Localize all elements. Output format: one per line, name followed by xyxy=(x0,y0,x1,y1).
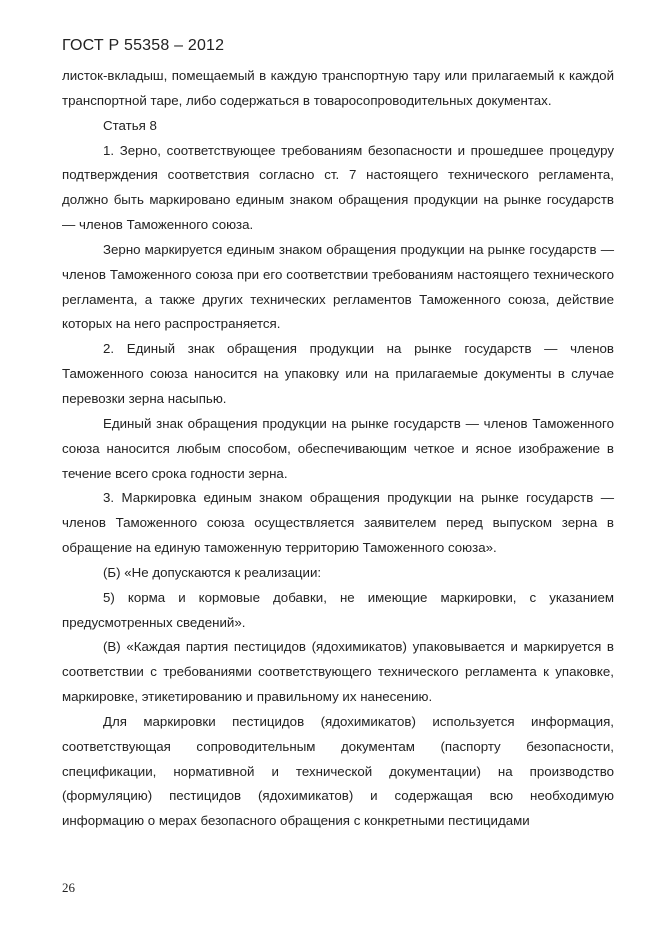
paragraph: (В) «Каждая партия пестицидов (ядохимикатов) упаковывается и маркируется в соответствии с требованиями соответствующего технического регламента к упаковке, маркировке, этикетированию и правильному их нанесению. xyxy=(62,639,614,705)
document-body xyxy=(62,64,614,834)
paragraph: Единый знак обращения продукции на рынке государств — членов Таможенного союза наносится любым способом, обеспечивающим четкое и ясное изображение в течение всего срока годности зерна. xyxy=(62,415,614,481)
paragraph: 5) корма и кормовые добавки, не имеющие маркировки, с указанием предусмотренных сведений». xyxy=(62,589,614,630)
paragraph: листок-вкладыш, помещаемый в каждую транспортную тару или прилагаемый к каждой транспортной таре, либо содержаться в товаросопроводительных документах. xyxy=(62,68,614,108)
paragraph: Зерно маркируется единым знаком обращения продукции на рынке государств — членов Таможенного союза при его соответствии требованиям настоящего технического регламента, а также других технических регламентов Таможенного союза, действие которых на него распространяется. xyxy=(62,241,614,332)
document-header: ГОСТ Р 55358 – 2012 xyxy=(62,37,225,54)
paragraph: 3. Маркировка единым знаком обращения продукции на рынке государств — членов Таможенного союза осуществляется заявителем перед выпуском зерна в обращение на единую таможенную территорию Таможенного союза». xyxy=(62,490,614,556)
paragraph: (Б) «Не допускаются к реализации: xyxy=(103,564,322,580)
paragraph: Для маркировки пестицидов (ядохимикатов) используется информация, соответствующая сопроводительным документам (паспорту безопасности, спецификации, нормативной и технической документации) на производство (формуляцию) пестицидов (ядохимикатов) и содержащая всю необходимую информацию о мерах безопасного обращения с конкретными пестицидами xyxy=(62,713,614,829)
page-number: 26 xyxy=(62,880,75,895)
paragraph: 1. Зерно, соответствующее требованиям безопасности и прошедшее процедуру подтверждения соответствия согласно ст. 7 настоящего технического регламента, должно быть маркировано единым знаком обращения продукции на рынке государств — членов Таможенного союза. xyxy=(62,142,614,233)
paragraph: 2. Единый знак обращения продукции на рынке государств — членов Таможенного союза наносится на упаковку или на прилагаемые документы в случае перевозки зерна насыпью. xyxy=(62,341,614,406)
article-heading: Статья 8 xyxy=(103,117,157,133)
